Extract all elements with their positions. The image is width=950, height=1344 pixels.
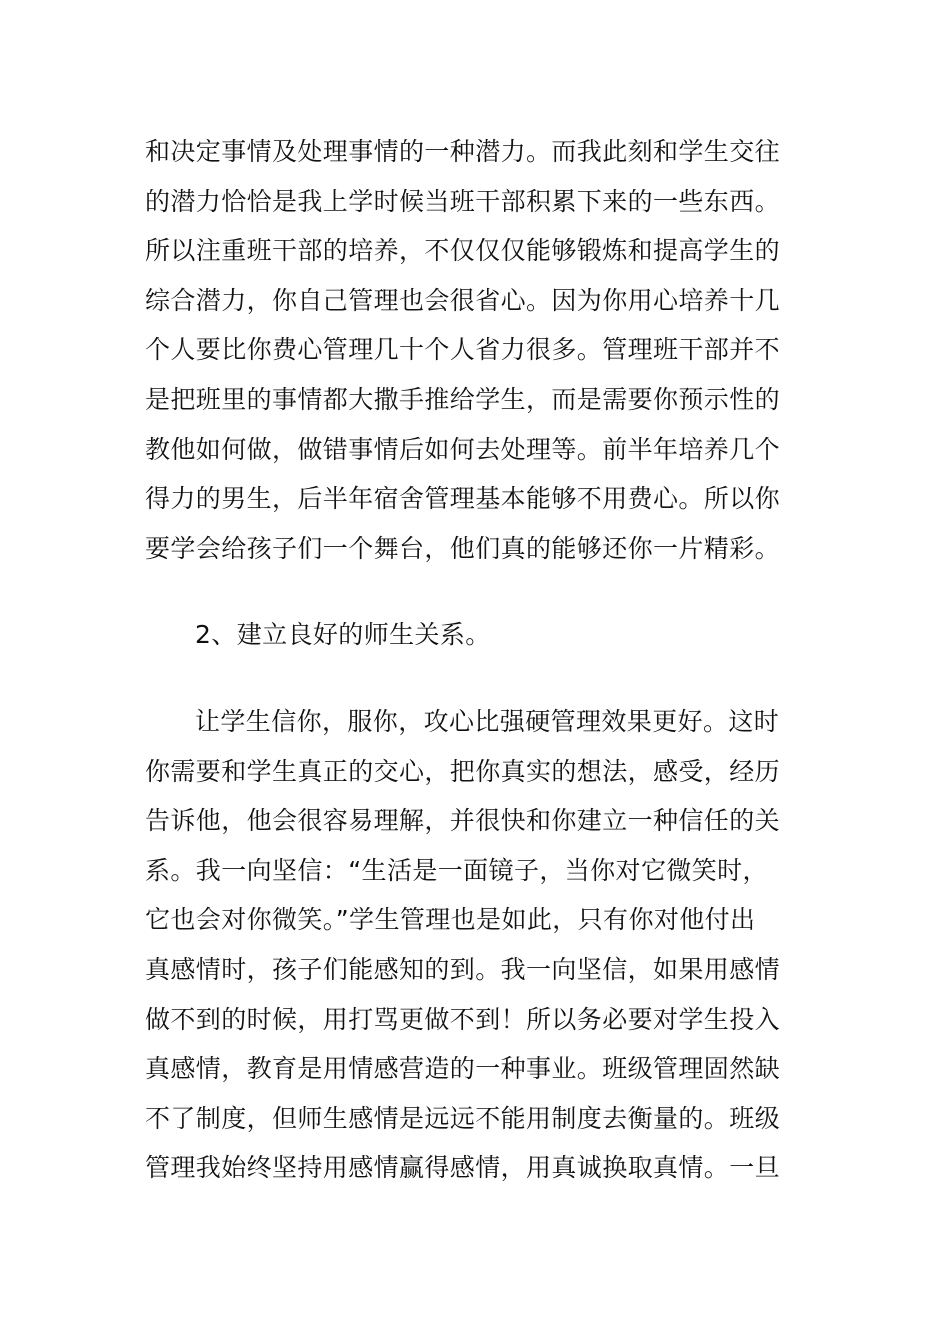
paragraph-spacer [145, 573, 785, 610]
text-line: 的潜力恰恰是我上学时候当班干部积累下来的一些东西。 [145, 186, 781, 216]
text-line: 做不到的时候，用打骂更做不到！所以务必要对学生投入 [145, 1004, 781, 1034]
paragraph-spacer [145, 660, 785, 697]
text-line: 综合潜力，你自己管理也会很省心。因为你用心培养十几 [145, 285, 781, 315]
text-line: 管理我始终坚持用感情赢得感情，用真诚换取真情。一旦 [145, 1153, 781, 1183]
text-line: 它也会对你微笑。”学生管理也是如此，只有你对他付出 [145, 905, 756, 935]
text-line: 和决定事情及处理事情的一种潜力。而我此刻和学生交往 [145, 137, 781, 166]
text-line: 告诉他，他会很容易理解，并很快和你建立一种信任的关 [145, 806, 781, 836]
text-line: 教他如何做，做错事情后如何去处理等。前半年培养几个 [145, 434, 781, 464]
text-line: 你需要和学生真正的交心，把你真实的想法，感受，经历 [145, 756, 781, 786]
paragraph-teacher-student [145, 697, 785, 1193]
text-line: 不了制度，但师生感情是远远不能用制度去衡量的。班级 [145, 1103, 781, 1133]
paragraph-class-cadre [145, 127, 785, 573]
text-line: 所以注重班干部的培养，不仅仅仅能够锻炼和提高学生的 [145, 236, 781, 266]
text-line: 让学生信你，服你，攻心比强硬管理效果更好。这时 [195, 706, 780, 736]
text-line: 真感情，教育是用情感营造的一种事业。班级管理固然缺 [145, 1054, 781, 1084]
text-line: 要学会给孩子们一个舞台，他们真的能够还你一片精彩。 [145, 533, 781, 563]
text-line: 个人要比你费心管理几十个人省力很多。管理班干部并不 [145, 335, 781, 365]
text-line: 系。我一向坚信：“生活是一面镜子，当你对它微笑时， [145, 855, 768, 885]
text-line: 得力的男生，后半年宿舍管理基本能够不用费心。所以你 [145, 484, 781, 514]
section-heading [145, 610, 785, 660]
text-line: 是把班里的事情都大撒手推给学生，而是需要你预示性的 [145, 384, 781, 414]
heading-line: 2、建立良好的师生关系。 [195, 620, 491, 650]
text-line: 真感情时，孩子们能感知的到。我一向坚信，如果用感情 [145, 954, 781, 984]
document-page [145, 127, 785, 1193]
